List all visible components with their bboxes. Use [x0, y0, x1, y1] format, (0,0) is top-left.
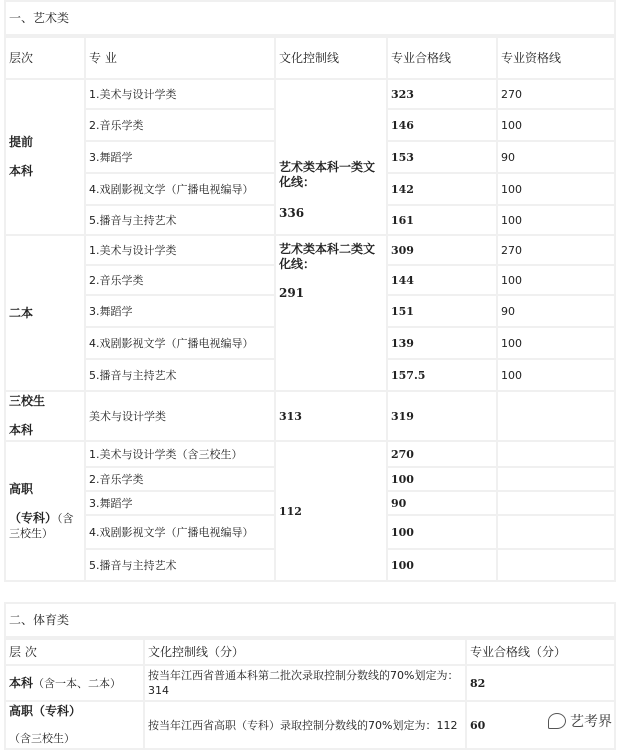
header-pass: 专业合格线（分）: [466, 639, 615, 665]
header-level: 层 次: [5, 639, 144, 665]
qual-cell: 100: [497, 205, 615, 235]
major-cell: 1.美术与设计学类: [85, 79, 275, 109]
table-row: [5, 441, 615, 467]
level-cell: [5, 391, 85, 441]
level-text: （含三校生）: [9, 511, 74, 540]
level-cell: 二本: [5, 235, 85, 391]
pass-cell: 82: [466, 665, 615, 701]
culture-label: 艺术类本科二类文化线：: [279, 242, 376, 271]
pass-cell: 270: [387, 441, 497, 467]
culture-cell: 313: [275, 391, 387, 441]
qual-cell: 270: [497, 79, 615, 109]
header-pass: 专业合格线: [387, 37, 497, 79]
qual-cell: 100: [497, 265, 615, 295]
qual-cell: 270: [497, 235, 615, 265]
section-2-header: [4, 602, 616, 638]
section-1-title: 一、艺术类: [5, 1, 615, 35]
watermark: [548, 711, 612, 731]
pass-cell: 100: [387, 515, 497, 549]
pass-cell: 319: [387, 391, 497, 441]
table-row: [5, 235, 615, 265]
major-cell: 4.戏剧影视文学（广播电视编导）: [85, 173, 275, 205]
qual-cell: 90: [497, 141, 615, 173]
page: [4, 0, 616, 750]
qual-cell: [497, 491, 615, 515]
table-row: [5, 665, 615, 701]
table-header-row: [5, 37, 615, 79]
qual-cell: [497, 549, 615, 581]
level-text: 提前: [9, 135, 34, 149]
qual-cell: 100: [497, 109, 615, 141]
pass-cell: 153: [387, 141, 497, 173]
level-text: 本科: [9, 164, 34, 178]
level-text: （含一本、二本）: [33, 676, 122, 690]
pass-cell: 60: [466, 701, 615, 749]
major-cell: 4.戏剧影视文学（广播电视编导）: [85, 327, 275, 359]
level-text: （含三校生）: [9, 732, 75, 745]
header-major: 专 业: [85, 37, 275, 79]
header-culture: 文化控制线: [275, 37, 387, 79]
major-cell: 2.音乐学类: [85, 467, 275, 491]
watermark-text: 艺考界: [570, 714, 612, 730]
sports-table: [4, 638, 616, 750]
level-text: 高职（专科）: [9, 704, 82, 718]
major-cell: 3.舞蹈学: [85, 141, 275, 173]
qual-cell: [497, 441, 615, 467]
level-text: 三校生: [9, 394, 46, 408]
pass-cell: 144: [387, 265, 497, 295]
table-row: [5, 79, 615, 109]
major-cell: 1.美术与设计学类: [85, 235, 275, 265]
qual-cell: [497, 515, 615, 549]
pass-cell: 161: [387, 205, 497, 235]
culture-label: 艺术类本科一类文化线：: [279, 160, 376, 189]
pass-cell: 309: [387, 235, 497, 265]
culture-cell: 112: [275, 441, 387, 581]
table-row: [5, 391, 615, 441]
major-cell: 5.播音与主持艺术: [85, 359, 275, 391]
level-text: 高职: [9, 481, 34, 496]
major-cell: 4.戏剧影视文学（广播电视编导）: [85, 515, 275, 549]
header-culture: 文化控制线（分）: [144, 639, 466, 665]
culture-cell: 按当年江西省高职（专科）录取控制分数线的70%划定为：112: [144, 701, 466, 749]
pass-cell: 139: [387, 327, 497, 359]
pass-cell: 142: [387, 173, 497, 205]
level-text: 本科: [9, 675, 34, 690]
level-cell: [5, 79, 85, 235]
qual-cell: 90: [497, 295, 615, 327]
qual-cell: 100: [497, 173, 615, 205]
pass-cell: 157.5: [387, 359, 497, 391]
culture-cell: [275, 79, 387, 235]
level-cell: [5, 701, 144, 749]
pass-cell: 100: [387, 467, 497, 491]
culture-value: 336: [279, 206, 305, 220]
art-table: [4, 36, 616, 582]
culture-cell: [275, 235, 387, 391]
level-text: （专科）: [9, 510, 58, 525]
pass-cell: 146: [387, 109, 497, 141]
level-cell: [5, 665, 144, 701]
pass-cell: 100: [387, 549, 497, 581]
level-text: 本科: [9, 423, 34, 437]
major-cell: 2.音乐学类: [85, 265, 275, 295]
pass-cell: 323: [387, 79, 497, 109]
wechat-icon: [548, 713, 566, 729]
qual-cell: 100: [497, 359, 615, 391]
table-header-row: [5, 639, 615, 665]
level-cell: [5, 441, 85, 581]
table-row: [5, 701, 615, 749]
section-1-header: [4, 0, 616, 36]
major-cell: 3.舞蹈学: [85, 491, 275, 515]
qual-cell: [497, 467, 615, 491]
qual-cell: 100: [497, 327, 615, 359]
header-qual: 专业资格线: [497, 37, 615, 79]
section-2-title: 二、体育类: [5, 603, 615, 637]
pass-cell: 151: [387, 295, 497, 327]
major-cell: 美术与设计学类: [85, 391, 275, 441]
qual-cell: [497, 391, 615, 441]
major-cell: 5.播音与主持艺术: [85, 549, 275, 581]
culture-value: 291: [279, 286, 305, 300]
pass-cell: 90: [387, 491, 497, 515]
major-cell: 2.音乐学类: [85, 109, 275, 141]
culture-cell: 按当年江西省普通本科第二批次录取控制分数线的70%划定为：314: [144, 665, 466, 701]
header-level: 层次: [5, 37, 85, 79]
major-cell: 1.美术与设计学类（含三校生）: [85, 441, 275, 467]
major-cell: 3.舞蹈学: [85, 295, 275, 327]
major-cell: 5.播音与主持艺术: [85, 205, 275, 235]
